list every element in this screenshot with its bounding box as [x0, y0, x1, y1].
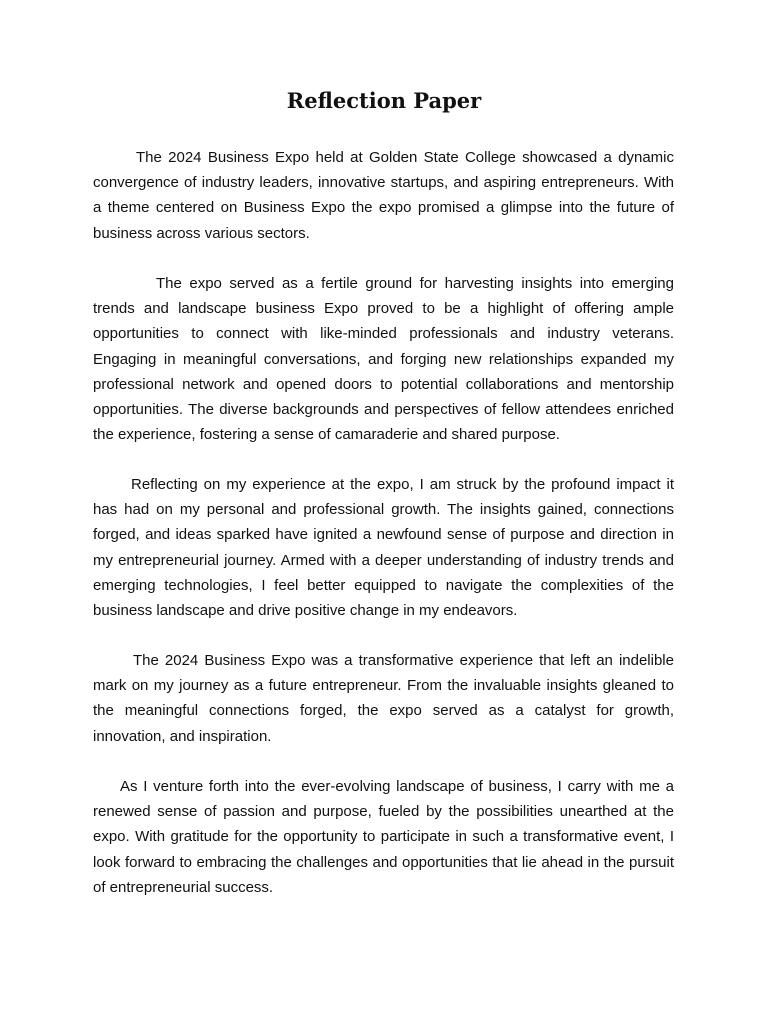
- paragraph-2: The expo served as a fertile ground for harvesting insights into emerging trends and landscape business Expo proved to be a highlight of offering ample opportunities to connect with like-minded professionals and industry veterans. Engaging in meaningful conversations, and forging new relationships expanded my professional network and opened doors to potential collaborations and mentorship opportunities. The diverse backgrounds and perspectives of fellow attendees enriched the experience, fostering a sense of camaraderie and shared purpose.: [93, 275, 674, 444]
- page-title: Reflection Paper: [286, 88, 482, 113]
- paragraph-3: Reflecting on my experience at the expo, I am struck by the profound impact it has had on my personal and professional growth. The insights gained, connections forged, and ideas sparked have ignited a newfound sense of purpose and direction in my entrepreneurial journey. Armed with a deeper understanding of industry trends and emerging technologies, I feel better equipped to navigate the complexities of the business landscape and drive positive change in my endeavors.: [93, 476, 674, 620]
- paragraph-1: The 2024 Business Expo held at Golden State College showcased a dynamic convergence of industry leaders, innovative startups, and aspiring entrepreneurs. With a theme centered on Business Expo the expo promised a glimpse into the future of business across various sectors.: [93, 149, 674, 242]
- paragraph-5: As I venture forth into the ever-evolving landscape of business, I carry with me a renewed sense of passion and purpose, fueled by the possibilities unearthed at the expo. With gratitude for the opportunity to participate in such a transformative event, I look forward to embracing the challenges and opportunities that lie ahead in the pursuit of entrepreneurial success.: [93, 778, 674, 896]
- paragraph-4: The 2024 Business Expo was a transformative experience that left an indelible mark on my journey as a future entrepreneur. From the invaluable insights gleaned to the meaningful connections forged, the expo served as a catalyst for growth, innovation, and inspiration.: [93, 652, 674, 745]
